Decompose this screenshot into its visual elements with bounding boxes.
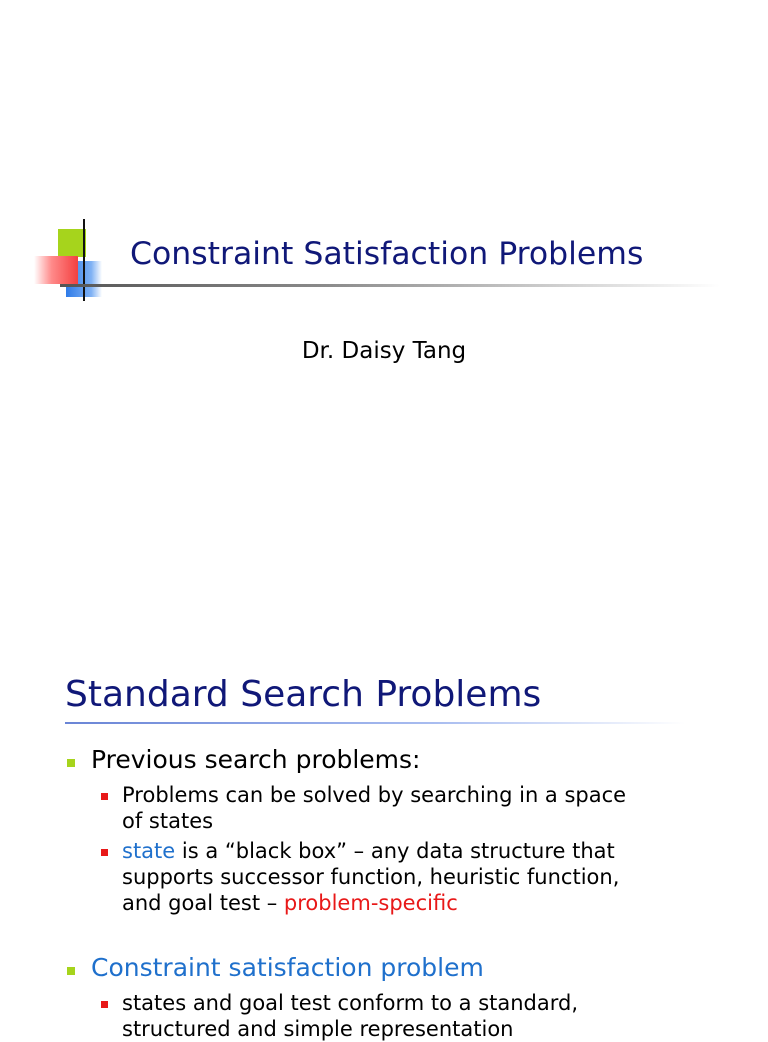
sub-bullet-searching — [122, 782, 626, 834]
green-bullet-icon — [67, 967, 75, 975]
sub-bullet-line: structured and simple representation — [122, 1017, 514, 1041]
sub-bullet-line: is a “black box” – any data structure that — [175, 839, 615, 863]
green-bullet-icon — [67, 759, 75, 767]
title-ornament — [0, 0, 768, 320]
green-square-decoration — [58, 229, 86, 257]
slide-title-rule — [65, 722, 685, 724]
bullet-constraint-satisfaction: Constraint satisfaction problem — [91, 953, 484, 982]
red-bullet-icon — [101, 793, 108, 800]
sub-bullet-line: states and goal test conform to a standard, — [122, 991, 579, 1015]
state-term: state — [122, 839, 176, 863]
slide-title: Standard Search Problems — [65, 674, 542, 715]
presentation-title: Constraint Satisfaction Problems — [130, 236, 644, 272]
problem-specific-term: problem-specific — [283, 891, 458, 915]
bullet-previous-search: Previous search problems: — [91, 745, 421, 774]
vertical-line-decoration — [83, 219, 85, 301]
title-slide — [0, 0, 768, 512]
sub-bullet-state — [122, 838, 619, 916]
sub-bullet-line: and goal test – — [122, 891, 284, 915]
sub-bullet-line: of states — [122, 809, 214, 833]
title-underline — [60, 284, 720, 287]
sub-bullet-line: supports successor function, heuristic function, — [122, 865, 620, 889]
author-name: Dr. Daisy Tang — [301, 338, 467, 364]
content-slide — [0, 512, 768, 1041]
sub-bullet-states-goal — [122, 990, 578, 1042]
red-bullet-icon — [101, 1001, 108, 1008]
red-bullet-icon — [101, 849, 108, 856]
red-square-decoration — [34, 256, 78, 284]
sub-bullet-line: Problems can be solved by searching in a space — [122, 783, 627, 807]
